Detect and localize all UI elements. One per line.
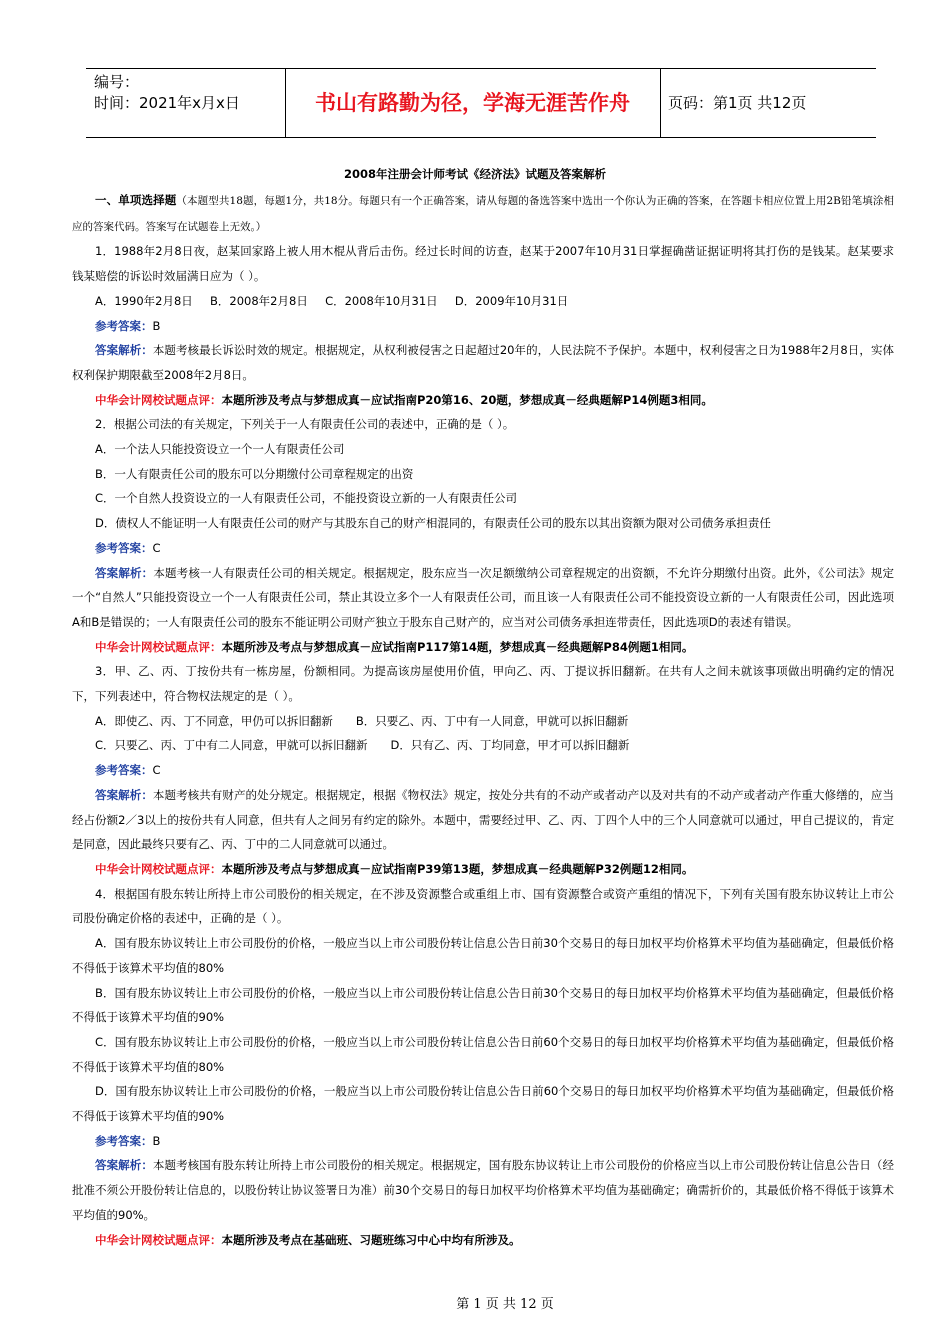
option: B．只要乙、丙、丁中有一人同意，甲就可以拆旧翻新 bbox=[355, 713, 629, 728]
review-line bbox=[72, 1228, 894, 1253]
review-label: 中华会计网校试题点评： bbox=[95, 639, 222, 654]
review-text: 本题所涉及考点在基础班、习题班练习中心中均有所涉及。 bbox=[221, 1232, 521, 1247]
analysis-label: 答案解析： bbox=[95, 787, 153, 802]
review-label: 中华会计网校试题点评： bbox=[95, 1232, 222, 1247]
page-footer: 第 1 页 共 12 页 bbox=[456, 1297, 554, 1312]
review-line bbox=[72, 388, 894, 413]
option: A．国有股东协议转让上市公司股份的价格，一般应当以上市公司股份转让信息公告日前30个交易日的每日加权平均价格算术平均值为基础确定，但最低价格不得低于该算术平均值的80% bbox=[72, 936, 894, 975]
answer-line bbox=[72, 314, 894, 339]
question-stem: 4．根据国有股东转让所持上市公司股份的相关规定，在不涉及资源整合或重组上市、国有资源整合或资产重组的情况下，下列有关国有股东协议转让上市公司股份确定价格的表述中，正确的是（ ）。 bbox=[72, 886, 894, 926]
answer-value: C bbox=[152, 763, 161, 778]
answer-value: C bbox=[152, 540, 161, 555]
time-label: 时间：2021年x月x日 bbox=[94, 94, 240, 112]
option: C．2008年10月31日 bbox=[325, 293, 438, 308]
question-stem: 3．甲、乙、丙、丁按份共有一栋房屋，份额相同。为提高该房屋使用价值，甲向乙、丙、丁提议拆旧翻新。在共有人之间未就该事项做出明确约定的情况下，下列表述中，符合物权法规定的是（ ）。 bbox=[72, 664, 894, 704]
header-meta bbox=[94, 72, 284, 114]
header-table bbox=[86, 68, 876, 138]
answer-label: 参考答案： bbox=[95, 318, 153, 333]
answer-label: 参考答案： bbox=[95, 763, 153, 778]
option: B．2008年2月8日 bbox=[210, 293, 308, 308]
option: D．国有股东协议转让上市公司股份的价格，一般应当以上市公司股份转让信息公告日前60个交易日的每日加权平均价格算术平均值为基础确定，但最低价格不得低于该算术平均值的90% bbox=[72, 1084, 894, 1124]
analysis-line bbox=[72, 783, 894, 857]
review-line bbox=[72, 635, 894, 660]
analysis-label: 答案解析： bbox=[95, 565, 154, 580]
option: A．一个法人只能投资设立一个一人有限责任公司 bbox=[95, 442, 345, 457]
analysis-line bbox=[72, 1153, 894, 1227]
option-row bbox=[72, 733, 894, 758]
review-line bbox=[72, 857, 894, 882]
option: B．国有股东协议转让上市公司股份的价格，一般应当以上市公司股份转让信息公告日前30个交易日的每日加权平均价格算术平均值为基础确定，但最低价格不得低于该算术平均值的90% bbox=[72, 985, 894, 1025]
section-heading: 一、单项选择题 bbox=[95, 193, 177, 207]
option: D．债权人不能证明一人有限责任公司的财产与其股东自己的财产相混同的，有限责任公司的股东以其出资额为限对公司债务承担责任 bbox=[95, 516, 771, 531]
analysis-text: 本题考核国有股东转让所持上市公司股份的相关规定。根据规定，国有股东协议转让上市公司股份的价格应当以上市公司股份转让信息公告日（经批准不须公开股份转让信息的，以股份转让协议签署日为准）前30个交易日的每日加权平均价格算术平均值为基础确定；确需折价的，其最低价格不得低于该算术平均值的90%。 bbox=[72, 1158, 894, 1222]
answer-line bbox=[72, 758, 894, 783]
analysis-line bbox=[72, 561, 894, 635]
analysis-label: 答案解析： bbox=[95, 343, 153, 358]
analysis-line bbox=[72, 338, 894, 387]
answer-label: 参考答案： bbox=[95, 540, 153, 555]
question-stem: 1．1988年2月8日夜，赵某回家路上被人用木棍从背后击伤。经过长时间的访查，赵某于2007年10月31日掌握确凿证据证明将其打伤的是钱某。赵某要求钱某赔偿的诉讼时效届满日应为（ ）。 bbox=[72, 244, 894, 284]
analysis-text: 本题考核最长诉讼时效的规定。根据规定，从权利被侵害之日起超过20年的，人民法院不予保护。本题中，权利侵害之日为1988年2月8日，实体权利保护期限截至2008年2月8日。 bbox=[72, 343, 895, 382]
option: A．1990年2月8日 bbox=[95, 293, 193, 308]
number-label: 编号： bbox=[94, 73, 140, 91]
review-label: 中华会计网校试题点评： bbox=[95, 392, 222, 407]
review-label: 中华会计网校试题点评： bbox=[95, 861, 222, 876]
option: D．只有乙、丙、丁均同意，甲才可以拆旧翻新 bbox=[390, 738, 630, 753]
question-stem: 2．根据公司法的有关规定，下列关于一人有限责任公司的表述中，正确的是（ ）。 bbox=[95, 417, 515, 432]
answer-value: B bbox=[152, 318, 161, 333]
header-motto: 书山有路勤为径，学海无涯苦作舟 bbox=[315, 91, 630, 115]
option-row bbox=[72, 709, 894, 734]
option: C．只要乙、丙、丁中有二人同意，甲就可以拆旧翻新 bbox=[95, 738, 368, 753]
option: A．即使乙、丙、丁不同意，甲仍可以拆旧翻新 bbox=[95, 713, 333, 728]
review-text: 本题所涉及考点与梦想成真－应试指南P20第16、20题，梦想成真－经典题解P14例题3相同。 bbox=[221, 392, 713, 407]
header-divider bbox=[660, 69, 661, 137]
option: B．一人有限责任公司的股东可以分期缴付公司章程规定的出资 bbox=[95, 466, 414, 481]
header-page-label: 页码：第1页 共12页 bbox=[668, 94, 807, 112]
option: C．一个自然人投资设立的一人有限责任公司，不能投资设立新的一人有限责任公司 bbox=[95, 491, 518, 506]
option-row bbox=[72, 289, 894, 314]
answer-line bbox=[72, 536, 894, 561]
option: C．国有股东协议转让上市公司股份的价格，一般应当以上市公司股份转让信息公告日前60个交易日的每日加权平均价格算术平均值为基础确定，但最低价格不得低于该算术平均值的80% bbox=[72, 1034, 894, 1074]
answer-value: B bbox=[152, 1133, 161, 1148]
document-title: 2008年注册会计师考试《经济法》试题及答案解析 bbox=[343, 167, 606, 181]
review-text: 本题所涉及考点与梦想成真－应试指南P39第13题，梦想成真－经典题解P32例题12相同。 bbox=[221, 861, 694, 876]
answer-line bbox=[72, 1129, 894, 1154]
answer-label: 参考答案： bbox=[95, 1133, 153, 1148]
section-intro bbox=[72, 188, 894, 239]
analysis-label: 答案解析： bbox=[95, 1158, 153, 1173]
document-body bbox=[72, 188, 894, 1252]
option: D．2009年10月31日 bbox=[454, 293, 569, 308]
review-text: 本题所涉及考点与梦想成真－应试指南P117第14题，梦想成真－经典题解P84例题1相同。 bbox=[221, 639, 694, 654]
analysis-text: 本题考核共有财产的处分规定。根据规定，根据《物权法》规定，按处分共有的不动产或者动产以及对共有的不动产或者动产作重大修缮的，应当经占份额2／3以上的按份共有人同意，但共有人之间另有约定的除外。本题中，需要经过甲、乙、丙、丁四个人中的三个人同意就可以通过，甲自己提议的，肯定是同意，因此最终只要有乙、丙、丁中的二人同意就可以通过。 bbox=[72, 787, 894, 852]
analysis-text: 本题考核一人有限责任公司的相关规定。根据规定，股东应当一次足额缴纳公司章程规定的出资额，不允许分期缴付出资。此外，《公司法》规定一个“自然人”只能投资设立一个一人有限责任公司，禁止其设立多个一人有限责任公司，而且该一人有限责任公司不能投资设立新的一人有限责任公司，因此选项A和B是错误的；一人有限责任公司的股东不能证明公司财产独立于股东自己财产的，应当对公司债务承担连带责任，因此选项D的表述有错误。 bbox=[72, 565, 894, 629]
section-instructions: （本题型共18题，每题1分，共18分。每题只有一个正确答案，请从每题的备选答案中选出一个你认为正确的答案，在答题卡相应位置上用2B铅笔填涂相应的答案代码。答案写在试题卷上无效。） bbox=[72, 195, 895, 233]
